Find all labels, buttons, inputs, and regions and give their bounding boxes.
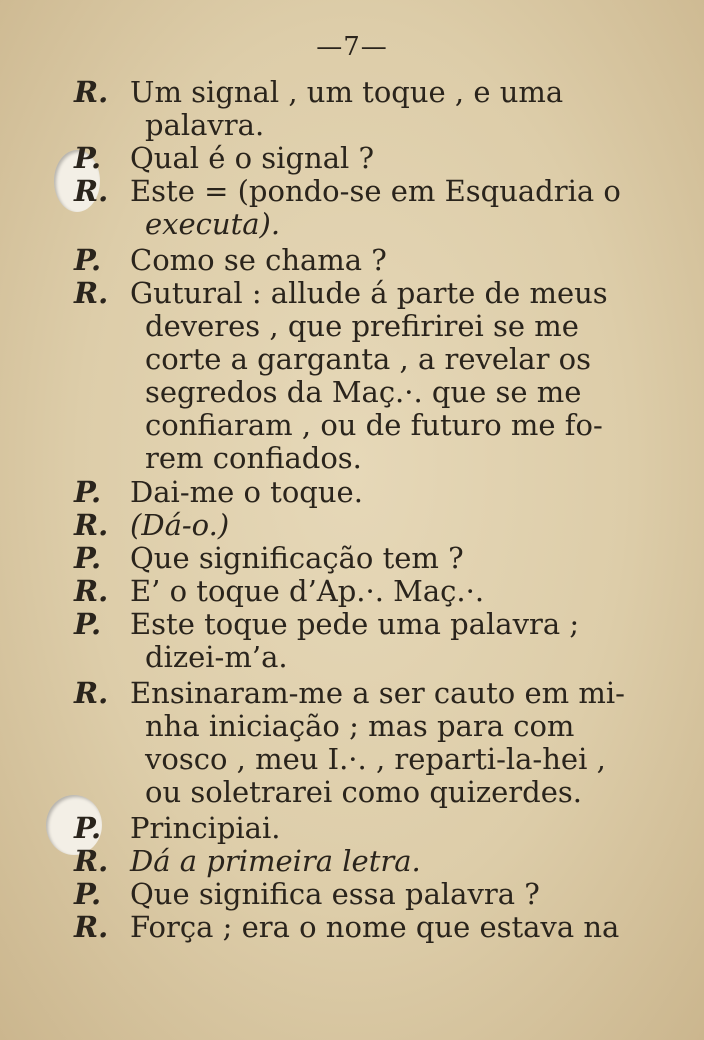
line-text: segredos da Maç.·. que se me [145, 375, 582, 409]
line-text: Principiai. [130, 811, 281, 845]
line-text: ou soletrarei como quizerdes. [145, 775, 582, 809]
speaker-label: R. [74, 174, 109, 208]
speaker-label: R. [74, 276, 109, 310]
line-text: Qual é o signal ? [130, 141, 375, 175]
line-text: E’ o toque d’Ap.·. Maç.·. [130, 574, 485, 608]
speaker-label: P. [74, 541, 102, 575]
line-text: Ensinaram-me a ser cauto em mi- [130, 676, 625, 710]
line-text: Gutural : allude á parte de meus [130, 276, 608, 310]
line-text: Dai-me o toque. [130, 475, 363, 509]
line-text: Como se chama ? [130, 243, 387, 277]
speaker-label: P. [74, 475, 102, 509]
line-text: nha iniciação ; mas para com [145, 709, 575, 743]
line-text: Este toque pede uma palavra ; [130, 607, 580, 641]
line-text: palavra. [145, 108, 265, 142]
line-text: corte a garganta , a revelar os [145, 342, 592, 376]
line-text: Um signal , um toque , e uma [130, 75, 564, 109]
line-text: Dá a primeira letra. [130, 844, 421, 878]
speaker-label: R. [74, 508, 109, 542]
speaker-label: R. [74, 75, 109, 109]
line-text: Que significação tem ? [130, 541, 464, 575]
line-text: dizei-m’a. [145, 640, 288, 674]
speaker-label: P. [74, 877, 102, 911]
line-text: confiaram , ou de futuro me fo- [145, 408, 603, 442]
speaker-label: P. [74, 607, 102, 641]
line-text: executa). [145, 207, 281, 241]
line-text: Que significa essa palavra ? [130, 877, 540, 911]
line-text: rem confiados. [145, 441, 362, 475]
line-text: (Dá-o.) [130, 508, 230, 542]
line-text: Força ; era o nome que estava na [130, 910, 620, 944]
speaker-label: R. [74, 574, 109, 608]
line-text: vosco , meu I.·. , reparti-la-hei , [145, 742, 606, 776]
speaker-label: R. [74, 844, 109, 878]
speaker-label: P. [74, 243, 102, 277]
speaker-label: R. [74, 676, 109, 710]
page-number: —7— [316, 32, 388, 62]
speaker-label: R. [74, 910, 109, 944]
line-text: deveres , que prefirirei se me [145, 309, 579, 343]
line-text: Este = (pondo-se em Esquadria o [130, 174, 621, 208]
speaker-label: P. [74, 141, 102, 175]
speaker-label: P. [74, 811, 102, 845]
